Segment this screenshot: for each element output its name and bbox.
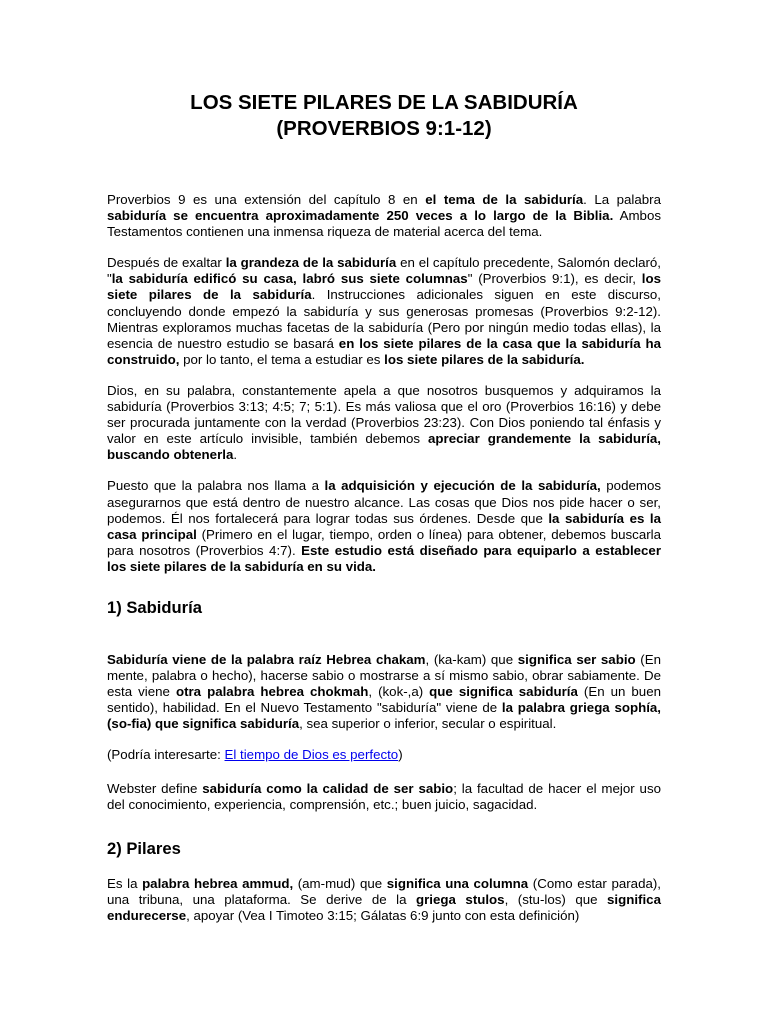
bold-text-run: significa una columna: [386, 875, 529, 891]
text-run: Después de exaltar: [107, 255, 226, 271]
bold-text-run: apreciar grandemente la sabiduría, buscando obtenerla: [107, 431, 661, 463]
bold-text-run: la sabiduría es la casa principal: [107, 510, 661, 542]
bold-text-run: los siete pilares de la sabiduría: [107, 271, 662, 303]
text-run: (En mente, palabra o hecho), hacerse sabio o mostrarse a sí mismo sabio, obrar sabiamente. De esta viene: [107, 651, 661, 700]
related-link-suffix: ): [398, 747, 403, 763]
text-run: ; la facultad de hacer el mejor uso del conocimiento, experiencia, comprensión, etc.; buen juicio, sagacidad.: [107, 780, 661, 812]
section-heading-sabiduria: 1) Sabiduría: [107, 597, 202, 617]
webster-definition-paragraph: [107, 781, 661, 813]
document-title: [107, 90, 661, 142]
bold-text-run: los siete pilares de la sabiduría.: [384, 351, 585, 367]
bold-text-run: sabiduría como la calidad de ser sabio: [202, 780, 454, 796]
intro-paragraph-1: [107, 192, 661, 240]
text-run: , (kok-,a): [368, 684, 430, 700]
text-run: . Instrucciones adicionales siguen en este discurso, concluyendo donde empezó la sabiduría y sus generosas promesas (Proverbios 9:2-12). Mientras exploramos muchas facetas de la sabiduría (Pero por ningún medio todas ellas), la esencia de nuestro estudio se basará: [107, 287, 661, 351]
bold-text-run: significa ser sabio: [517, 651, 636, 667]
text-run: (Primero en el lugar, tiempo, orden o línea) para obtener, debemos buscarla para nosotros (Proverbios 4:7).: [107, 526, 661, 558]
bold-text-run: otra palabra hebrea chokmah: [175, 684, 369, 700]
text-run: podemos asegurarnos que está dentro de nuestro alcance. Las cosas que Dios nos pide hacer o ser, podemos. Él nos fortalecerá para lograr todas sus órdenes. Desde que: [107, 478, 661, 526]
intro-paragraph-2: [107, 255, 661, 368]
text-run: " (Proverbios 9:1), es decir,: [467, 271, 642, 287]
pilares-definition-paragraph: [107, 876, 661, 924]
text-run: (En un buen sentido), habilidad. En el Nuevo Testamento "sabiduría" viene de: [107, 684, 661, 716]
text-run: , (ka-kam) que: [425, 651, 518, 667]
bold-text-run: que significa sabiduría: [429, 684, 578, 700]
related-article-link[interactable]: El tiempo de Dios es perfecto: [224, 747, 399, 763]
bold-text-run: la grandeza de la sabiduría: [225, 255, 397, 271]
bold-text-run: Este estudio está diseñado para equiparlo a establecer los siete pilares de la sabiduría en su vida.: [107, 542, 661, 574]
text-run: Dios, en su palabra, constantemente apela a que nosotros busquemos y adquiramos la sabiduría (Proverbios 3:13; 4:5; 7; 5:1). Es más valiosa que el oro (Proverbios 16:16) y debe ser procurada juntamente con la verdad (Proverbios 23:23). Con Dios poniendo tal énfasis y valor en este artículo invisible, también debemos: [107, 382, 661, 447]
bold-text-run: sabiduría se encuentra aproximadamente 250 veces a lo largo de la Biblia.: [107, 208, 614, 224]
intro-paragraph-4: [107, 478, 661, 575]
bold-text-run: griega stulos: [416, 891, 505, 907]
text-run: Proverbios 9 es una extensión del capítulo 8 en: [107, 192, 426, 207]
bold-text-run: en los siete pilares de la casa que la sabiduría ha construido,: [107, 335, 661, 367]
text-run: , apoyar (Vea I Timoteo 3:15; Gálatas 6:9 junto con esta definición): [186, 907, 580, 923]
bold-text-run: Sabiduría viene de la palabra raíz Hebrea chakam: [107, 651, 426, 667]
text-run: en el capítulo precedente, Salomón declaró, ": [107, 255, 662, 287]
bold-text-run: la palabra griega sophía, (so-fia) que significa sabiduría: [107, 700, 661, 732]
related-link-paragraph: [107, 747, 661, 763]
text-run: .: [233, 447, 238, 463]
text-run: por lo tanto, el tema a estudiar es: [179, 351, 385, 367]
related-link-prefix: (Podría interesarte:: [107, 747, 225, 763]
text-run: Es la: [107, 875, 143, 891]
text-run: . La palabra: [583, 192, 661, 207]
text-run: (Como estar parada), una tribuna, una plataforma. Se derive de la: [107, 875, 661, 907]
bold-text-run: el tema de la sabiduría: [425, 192, 584, 207]
section-heading-pilares: 2) Pilares: [107, 838, 181, 858]
text-run: Ambos Testamentos contienen una inmensa riqueza de material acerca del tema.: [107, 208, 661, 240]
document-page: [107, 90, 661, 939]
text-run: , (stu-los) que: [504, 891, 608, 907]
bold-text-run: significa endurecerse: [107, 891, 661, 923]
bold-text-run: la adquisición y ejecución de la sabiduría,: [324, 478, 601, 494]
title-line-1: LOS SIETE PILARES DE LA SABIDURÍA: [190, 91, 578, 114]
title-line-2: (PROVERBIOS 9:1-12): [276, 117, 492, 140]
sabiduria-definition-paragraph: [107, 652, 661, 732]
text-run: (am-mud) que: [293, 875, 387, 891]
text-run: Puesto que la palabra nos llama a: [107, 478, 325, 494]
bold-text-run: la sabiduría edificó su casa, labró sus siete columnas: [111, 271, 468, 287]
text-run: Webster define: [107, 780, 203, 796]
bold-text-run: palabra hebrea ammud,: [142, 875, 294, 891]
text-run: , sea superior o inferior, secular o espiritual.: [299, 716, 557, 732]
intro-paragraph-3: [107, 383, 661, 463]
